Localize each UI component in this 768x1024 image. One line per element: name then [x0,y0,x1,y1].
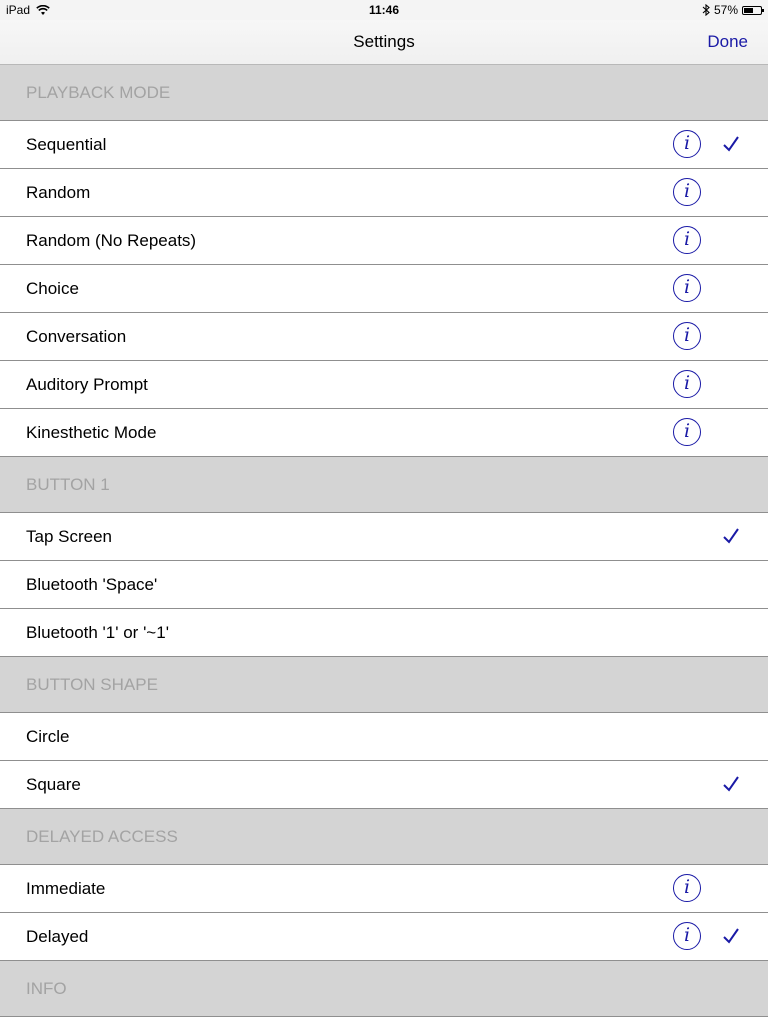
settings-row[interactable] [0,121,768,169]
section-header [0,657,768,713]
settings-row[interactable] [0,761,768,809]
settings-row-label: Circle [26,727,70,746]
settings-row-label: Square [26,775,81,794]
battery-tip [762,9,764,12]
checkmark-icon [721,526,741,546]
battery-percent: 57% [713,3,738,17]
settings-row-label: Immediate [26,879,106,898]
section-header [0,809,768,865]
info-icon[interactable]: i [673,226,701,254]
info-icon[interactable]: i [673,178,701,206]
status-right [702,3,762,17]
settings-row-label: Bluetooth '1' or '~1' [26,623,169,642]
status-time: 11:46 [368,3,400,17]
settings-row[interactable] [0,513,768,561]
settings-list [0,65,768,1017]
info-icon[interactable]: i [673,274,701,302]
settings-row-label: Bluetooth 'Space' [26,575,158,594]
settings-row[interactable] [0,865,768,913]
section-header [0,457,768,513]
settings-row[interactable] [0,217,768,265]
bluetooth-icon [702,4,710,16]
section-header [0,65,768,121]
settings-row[interactable] [0,265,768,313]
settings-row-label: Delayed [26,927,89,946]
section-header-label: PLAYBACK MODE [26,83,171,102]
settings-row[interactable] [0,561,768,609]
settings-row-label: Random [26,183,91,202]
section-header-label: BUTTON SHAPE [26,675,158,694]
page-title: Settings [353,32,415,51]
settings-row[interactable] [0,313,768,361]
settings-row[interactable] [0,409,768,457]
info-icon[interactable]: i [673,322,701,350]
settings-row-label: Tap Screen [26,527,112,546]
section-header [0,961,768,1017]
battery-icon [742,6,762,15]
checkmark-icon [721,774,741,794]
section-header-label: BUTTON 1 [26,475,110,494]
settings-row[interactable] [0,169,768,217]
device-name: iPad [6,3,31,17]
checkmark-icon [721,134,741,154]
info-icon[interactable]: i [673,874,701,902]
info-icon[interactable]: i [673,922,701,950]
section-header-label: INFO [26,979,67,998]
info-icon[interactable]: i [673,370,701,398]
checkmark-icon [721,926,741,946]
settings-row[interactable] [0,913,768,961]
info-icon[interactable]: i [673,130,701,158]
battery-fill [744,8,753,13]
settings-row-label: Kinesthetic Mode [26,423,157,442]
settings-row[interactable] [0,609,768,657]
settings-row-label: Auditory Prompt [26,375,148,394]
settings-row[interactable] [0,713,768,761]
section-header-label: DELAYED ACCESS [26,827,178,846]
settings-row-label: Random (No Repeats) [26,231,197,250]
settings-row-label: Conversation [26,327,127,346]
status-bar [0,0,768,20]
navigation-bar [0,20,768,65]
info-icon[interactable]: i [673,418,701,446]
settings-row-label: Choice [26,279,79,298]
settings-row-label: Sequential [26,135,107,154]
done-button[interactable]: Done [707,32,748,51]
settings-row[interactable] [0,361,768,409]
